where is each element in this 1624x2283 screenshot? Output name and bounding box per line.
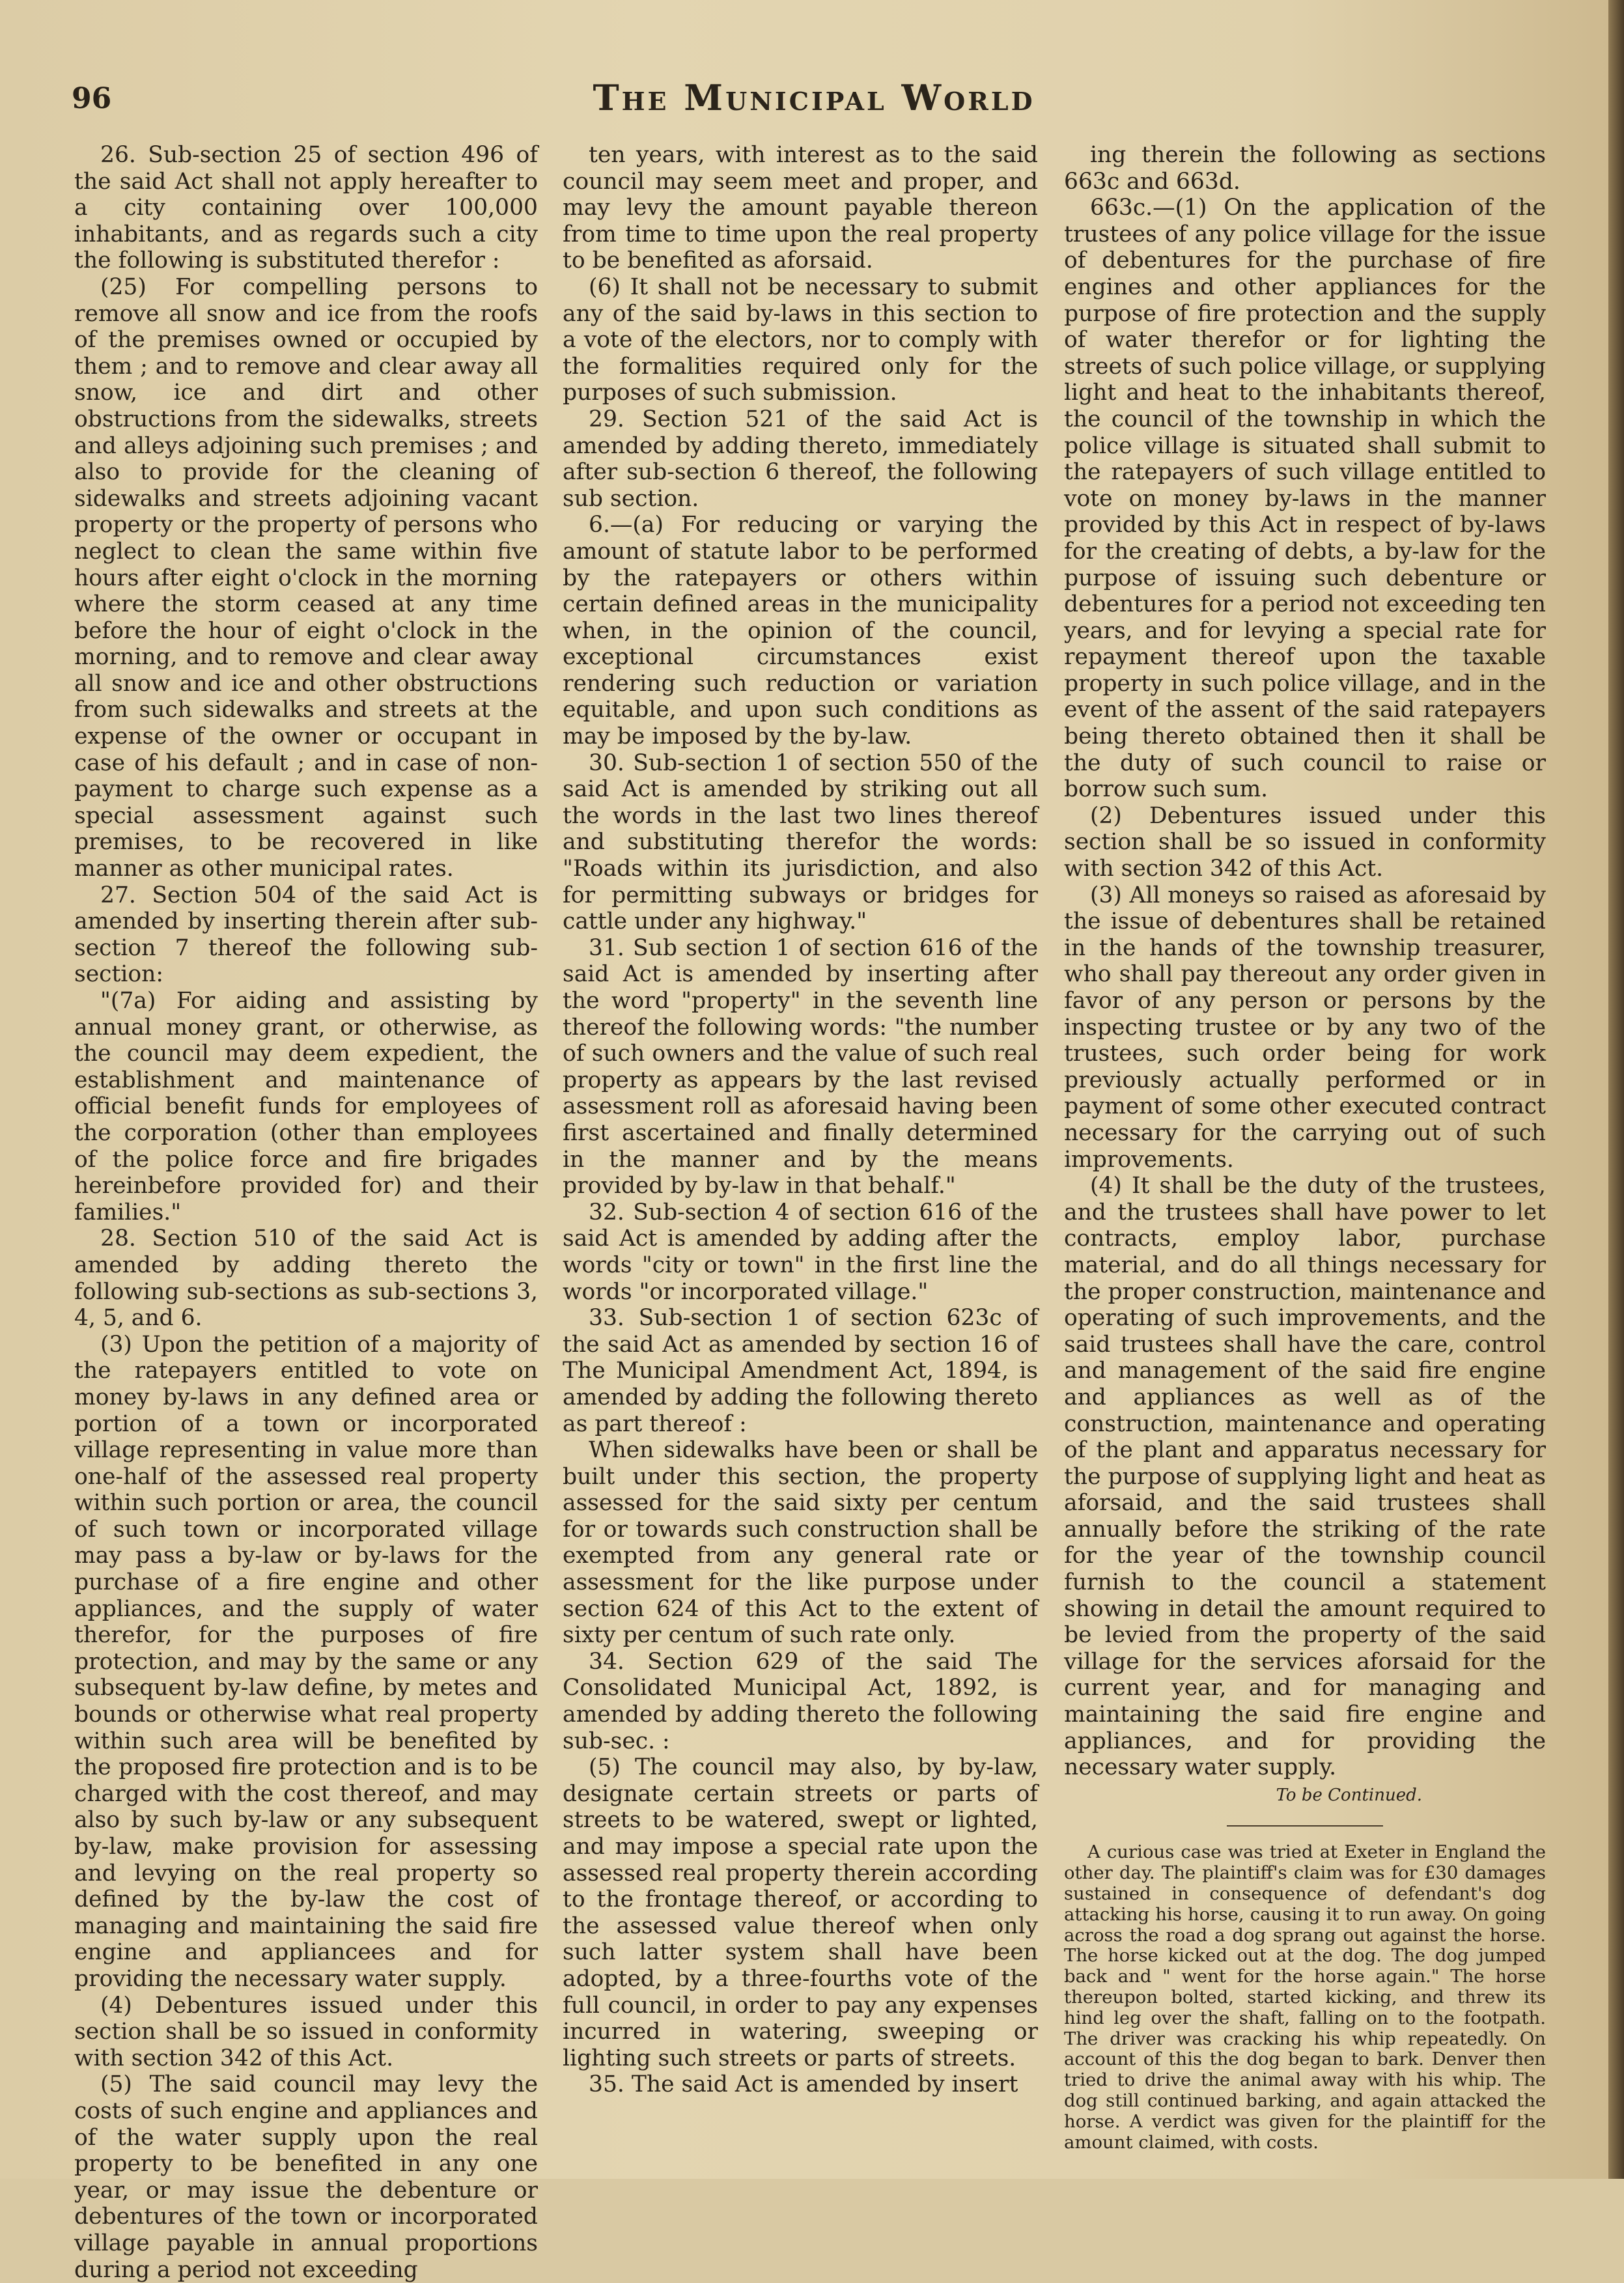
paragraph: 663c.—(1) On the application of the trustees of any police village for the issue of debentures for the purchase of fire engines and other appliances for the purpose of fire protection and the supply of water therefor or for lighting the streets of such police village, or supplying light and heat to the inhabitants thereof, the council of the township in which the police village is situated shall submit to the ratepayers of such village entitled to vote on money by-laws in the manner provided by this Act in respect of by-laws for the creating of debts, a by-law for the purpose of issuing such debenture or debentures for a period not exceeding ten years, and for levying a special rate for repayment thereof upon the taxable property in such police village, and in the event of the assent of the said ratepayers being thereto obtained then it shall be the duty of such council to raise or borrow such sum.	[1064, 195, 1546, 803]
paragraph: (5) The council may also, by by-law, designate certain streets or parts of streets to be watered, swept or lighted, and may impose a special rate upon the assessed real property therein according to the frontage thereof, or according to the assessed value thereof when only such latter system shall have been adopted, by a three-fourths vote of the full council, in order to pay any expenses incurred in watering, sweeping or lighting such streets or parts of streets.	[563, 1754, 1038, 2071]
continued-note: To be Continued.	[1276, 1785, 1422, 1805]
paragraph: 29. Section 521 of the said Act is amended by adding thereto, immediately after sub-section 6 thereof, the following sub section.	[563, 406, 1038, 512]
paragraph: (3) Upon the petition of a majority of the ratepayers entitled to vote on money by-laws in any defined area or portion of a town or incorporated village representing in value more than one-half of the assessed real property within such portion or area, the council of such town or incorporated village may pass a by-law or by-laws for the purchase of a fire engine and other appliances, and the supply of water therefor, for the purposes of fire protection, and may by the same or any subsequent by-law define, by metes and bounds or otherwise what real property within such area will be benefited by the proposed fire protection and is to be charged with the cost thereof, and may also by such by-law or any subsequent by-law, make provision for assessing and levying on the real property so defined by the by-law the cost of managing and maintaining the said fire engine and appliancees and for providing the necessary water supply.	[74, 1331, 538, 1992]
divider	[1227, 1825, 1383, 1827]
news-item	[1064, 1842, 1546, 2153]
paragraph: 28. Section 510 of the said Act is amended by adding thereto the following sub-sections as sub-sections 3, 4, 5, and 6.	[74, 1226, 538, 1332]
paragraph: ten years, with interest as to the said council may seem meet and proper, and may levy the amount payable thereon from time to time upon the real property to be benefited as aforsaid.	[563, 142, 1038, 274]
page-edge	[1608, 0, 1624, 2179]
paragraph: 34. Section 629 of the said The Consolidated Municipal Act, 1892, is amended by adding thereto the following sub-sec. :	[563, 1648, 1038, 1754]
paragraph: (2) Debentures issued under this section shall be so issued in conformity with section 342 of this Act.	[1064, 802, 1546, 882]
page-header	[72, 77, 1556, 129]
paragraph: When sidewalks have been or shall be built under this section, the property assessed for the said sixty per centum for or towards such construction shall be exempted from any general rate or assessment for the like purpose under section 624 of this Act to the extent of sixty per centum of such rate only.	[563, 1437, 1038, 1649]
page-number: 96	[72, 82, 112, 115]
paragraph: (25) For compelling persons to remove all snow and ice from the roofs of the premises owned or occupied by them ; and to remove and clear away all snow, ice and dirt and other obstructions from the sidewalks, streets and alleys adjoining such premises ; and also to provide for the cleaning of sidewalks and streets adjoining vacant property or the property of persons who neglect to clean the same within five hours after eight o'clock in the morning where the storm ceased at any time before the hour of eight o'clock in the morning, and to remove and clear away all snow and ice and other obstructions from such sidewalks and streets at the expense of the owner or occupant in case of his default ; and in case of non-payment to charge such expense as a special assessment against such premises, to be recovered in like manner as other municipal rates.	[74, 273, 538, 882]
column-1	[74, 142, 538, 2283]
paragraph: (3) All moneys so raised as aforesaid by the issue of debentures shall be retained in the hands of the township treasurer, who shall pay thereout any order given in favor of any person or persons by the inspecting trustee or by any two of the trustees, such order being for work previously actually performed or in payment of some other executed contract necessary for the carrying out of such improvements.	[1064, 882, 1546, 1173]
paragraph: 6.—(a) For reducing or varying the amount of statute labor to be performed by the ratepayers or others within certain defined areas in the municipality when, in the opinion of the council, exceptional circumstances exist rendering such reduction or variation equitable, and upon such conditions as may be imposed by the by-law.	[563, 512, 1038, 750]
paragraph: 26. Sub-section 25 of section 496 of the said Act shall not apply hereafter to a city containing over 100,000 inhabitants, and as regards such a city the following is substituted therefor :	[74, 142, 538, 274]
paragraph: 31. Sub section 1 of section 616 of the said Act is amended by inserting after the word "property" in the seventh line thereof the following words: "the number of such owners and the value of such real property as appears by the last revised assessment roll as aforesaid having been first ascertained and finally determined in the manner and by the means provided by by-law in that behalf."	[563, 934, 1038, 1199]
paragraph: 30. Sub-section 1 of section 550 of the said Act is amended by striking out all the words in the last two lines thereof and substituting therefor the words: "Roads within its jurisdiction, and also for permitting subways or bridges for cattle under any highway."	[563, 749, 1038, 935]
column-3	[1064, 142, 1546, 2153]
paragraph: 33. Sub-section 1 of section 623c of the said Act as amended by section 16 of The Municipal Amendment Act, 1894, is amended by adding the following thereto as part thereof :	[563, 1305, 1038, 1437]
paragraph: "(7a) For aiding and assisting by annual money grant, or otherwise, as the council may deem expedient, the establishment and maintenance of official benefit funds for employees of the corporation (other than employees of the police force and fire brigades hereinbefore provided for) and their families."	[74, 988, 538, 1226]
paragraph: (4) It shall be the duty of the trustees, and the trustees shall have power to let contracts, employ labor, purchase material, and do all things necessary for the proper construction, maintenance and operating of such improvements, and the said trustees shall have the care, control and management of the said fire engine and appliances as well as of the construction, maintenance and operating of the plant and apparatus necessary for the purpose of supplying light and heat as aforsaid, and the said trustees shall annually before the striking of the rate for the year of the township council furnish to the council a statement showing in detail the amount required to be levied from the property of the said village for the services aforsaid for the current year, and for managing and maintaining the said fire engine and appliances, and for providing the necessary water supply.	[1064, 1173, 1546, 1781]
paragraph: (6) It shall not be necessary to submit any of the said by-laws in this section to a vote of the electors, nor to comply with the formalities required only for the purposes of such submission.	[563, 273, 1038, 406]
paragraph: 32. Sub-section 4 of section 616 of the said Act is amended by adding after the words "city or town" in the first line the words "or incorporated village."	[563, 1199, 1038, 1305]
paragraph: 27. Section 504 of the said Act is amended by inserting therein after sub-section 7 thereof the following sub-section:	[74, 882, 538, 988]
paragraph: (5) The said council may levy the costs of such engine and appliances and of the water supply upon the real property to be benefited in any one year, or may issue the debenture or debentures of the town or incorporated village payable in annual proportions during a period not exceeding	[74, 2071, 538, 2283]
paragraph: (4) Debentures issued under this section shall be so issued in conformity with section 342 of this Act.	[74, 1992, 538, 2071]
column-2	[563, 142, 1038, 2098]
masthead-title: The Municipal World	[593, 77, 1035, 119]
paragraph: 35. The said Act is amended by insert	[589, 2071, 1018, 2098]
paragraph: ing therein the following as sections 663c and 663d.	[1064, 142, 1546, 195]
news-item-text: A curious case was tried at Exeter in England the other day. The plaintiff's claim was for £30 damages sustained in consequence of defendant's dog attacking his horse, causing it to run away. On going across the road a dog sprang out against the horse. The horse kicked out at the dog. The dog jumped back and " went for the horse again." The horse thereupon bolted, started kicking, and threw its hind leg over the shaft, falling on to the footpath. The driver was cracking his whip repeatedly. On account of this the dog began to bark. Denver then tried to drive the animal away with his whip. The dog still continued barking, and again attacked the horse. A verdict was given for the plaintiff for the amount claimed, with costs.	[1064, 1842, 1546, 2153]
